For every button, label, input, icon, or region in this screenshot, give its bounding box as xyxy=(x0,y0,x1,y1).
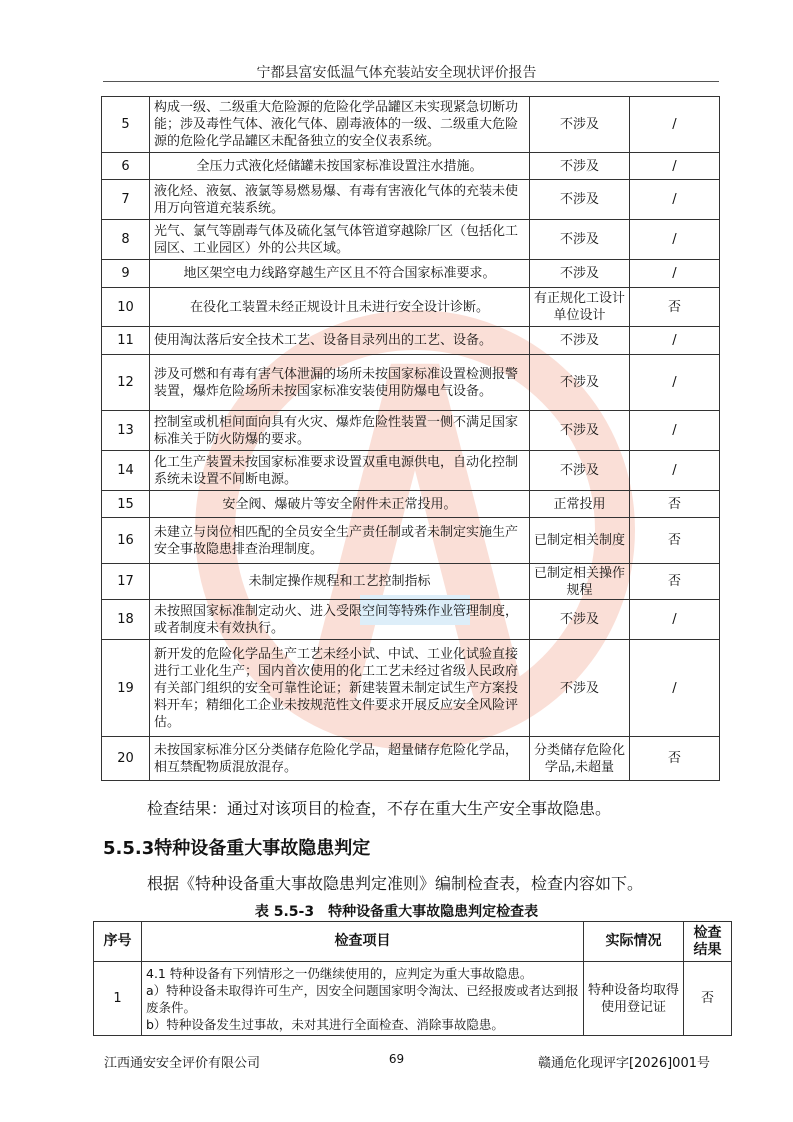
table-row xyxy=(102,518,720,564)
row-number: 7 xyxy=(102,180,150,220)
table-row xyxy=(102,411,720,451)
actual-status: 不涉及 xyxy=(530,600,630,640)
table-row xyxy=(102,564,720,600)
section-heading: 5.5.3特种设备重大事故隐患判定 xyxy=(103,838,371,859)
row-number: 15 xyxy=(102,491,150,518)
check-item: 光气、氯气等剧毒气体及硫化氢气体管道穿越除厂区（包括化工园区、工业园区）外的公共区域。 xyxy=(150,220,530,260)
row-number: 14 xyxy=(102,451,150,491)
actual-status: 不涉及 xyxy=(530,153,630,180)
check-result: / xyxy=(630,153,720,180)
table-caption: 表 5.5-3 特种设备重大事故隐患判定检查表 xyxy=(254,904,539,920)
table-row xyxy=(102,288,720,327)
check-item: 构成一级、二级重大危险源的危险化学品罐区未实现紧急切断功能；涉及毒性气体、液化气体、剧毒液体的一级、二级重大危险源的危险化学品罐区未配备独立的安全仪表系统。 xyxy=(150,97,530,153)
table-row xyxy=(102,153,720,180)
check-result: 否 xyxy=(630,288,720,327)
check-item: 安全阀、爆破片等安全附件未正常投用。 xyxy=(150,491,530,518)
row-number: 6 xyxy=(102,153,150,180)
check-result: / xyxy=(630,451,720,491)
table-row xyxy=(102,260,720,288)
hazard-check-table xyxy=(101,96,720,781)
actual-status: 不涉及 xyxy=(530,180,630,220)
row-number: 11 xyxy=(102,327,150,355)
check-item: 控制室或机柜间面向具有火灾、爆炸危险性装置一侧不满足国家标准关于防火防爆的要求。 xyxy=(150,411,530,451)
table-row xyxy=(102,737,720,781)
table-row xyxy=(102,600,720,640)
table-row xyxy=(102,180,720,220)
actual-status: 不涉及 xyxy=(530,640,630,737)
table-header-row xyxy=(94,922,732,962)
check-result: / xyxy=(630,260,720,288)
row-number: 19 xyxy=(102,640,150,737)
check-result: / xyxy=(630,600,720,640)
actual-status: 分类储存危险化学品,未超量 xyxy=(530,737,630,781)
actual-status: 不涉及 xyxy=(530,97,630,153)
table-row xyxy=(102,640,720,737)
row-number: 17 xyxy=(102,564,150,600)
check-result: 否 xyxy=(630,564,720,600)
page-header-title: 宁都县富安低温气体充装站安全现状评价报告 xyxy=(256,65,537,81)
check-result: 否 xyxy=(630,491,720,518)
table-row xyxy=(102,220,720,260)
check-result: / xyxy=(630,355,720,411)
footer-report-number: 赣通危化现评字[2026]001号 xyxy=(537,1056,710,1071)
actual-status: 特种设备均取得使用登记证 xyxy=(584,962,684,1036)
header-item: 检查项目 xyxy=(142,922,584,962)
check-result: / xyxy=(630,640,720,737)
row-number: 20 xyxy=(102,737,150,781)
check-result: / xyxy=(630,411,720,451)
actual-status: 正常投用 xyxy=(530,491,630,518)
row-number: 12 xyxy=(102,355,150,411)
actual-status: 不涉及 xyxy=(530,260,630,288)
check-item-line: a）特种设备未取得许可生产，因安全问题国家明令淘汰、已经报废或者达到报废条件。 xyxy=(146,982,579,1015)
table-row xyxy=(102,97,720,153)
special-equipment-check-table xyxy=(93,921,732,1036)
header-result: 检查结果 xyxy=(684,922,732,962)
check-result: / xyxy=(630,220,720,260)
check-result: / xyxy=(630,180,720,220)
check-item-line: 4.1 特种设备有下列情形之一仍继续使用的，应判定为重大事故隐患。 xyxy=(146,965,533,981)
actual-status: 不涉及 xyxy=(530,411,630,451)
check-item: 化工生产装置未按国家标准要求设置双重电源供电，自动化控制系统未设置不间断电源。 xyxy=(150,451,530,491)
table-row xyxy=(102,491,720,518)
check-item: 在役化工装置未经正规设计且未进行安全设计诊断。 xyxy=(150,288,530,327)
table-row xyxy=(102,355,720,411)
row-number: 5 xyxy=(102,97,150,153)
check-item: 液化烃、液氨、液氯等易燃易爆、有毒有害液化气体的充装未使用万向管道充装系统。 xyxy=(150,180,530,220)
row-number: 16 xyxy=(102,518,150,564)
check-result: / xyxy=(630,327,720,355)
row-number: 1 xyxy=(94,962,142,1036)
check-item-line: b）特种设备发生过事故，未对其进行全面检查、消除事故隐患。 xyxy=(146,1016,504,1032)
row-number: 18 xyxy=(102,600,150,640)
table-row xyxy=(94,962,732,1036)
check-item: 未建立与岗位相匹配的全员安全生产责任制或者未制定实施生产安全事故隐患排查治理制度。 xyxy=(150,518,530,564)
header-no: 序号 xyxy=(94,922,142,962)
check-item: 使用淘汰落后安全技术工艺、设备目录列出的工艺、设备。 xyxy=(150,327,530,355)
check-item xyxy=(142,962,584,1036)
actual-status: 不涉及 xyxy=(530,451,630,491)
row-number: 10 xyxy=(102,288,150,327)
header-divider xyxy=(103,81,719,82)
check-item: 地区架空电力线路穿越生产区且不符合国家标准要求。 xyxy=(150,260,530,288)
row-number: 9 xyxy=(102,260,150,288)
actual-status: 不涉及 xyxy=(530,355,630,411)
check-result: / xyxy=(630,97,720,153)
check-item: 新开发的危险化学品生产工艺未经小试、中试、工业化试验直接进行工业化生产；国内首次使用的化工工艺未经过省级人民政府有关部门组织的安全可靠性论证；新建装置未制定试生产方案投料开车；精细化工企业未按规范性文件要求开展反应安全风险评估。 xyxy=(150,640,530,737)
check-item: 未制定操作规程和工艺控制指标 xyxy=(150,564,530,600)
check-item: 未按国家标准分区分类储存危险化学品，超量储存危险化学品，相互禁配物质混放混存。 xyxy=(150,737,530,781)
check-result: 否 xyxy=(630,737,720,781)
actual-status: 不涉及 xyxy=(530,327,630,355)
check-result: 否 xyxy=(630,518,720,564)
actual-status: 不涉及 xyxy=(530,220,630,260)
table-row xyxy=(102,451,720,491)
table-row xyxy=(102,327,720,355)
check-item: 未按照国家标准制定动火、进入受限空间等特殊作业管理制度，或者制度未有效执行。 xyxy=(150,600,530,640)
actual-status: 有正规化工设计单位设计 xyxy=(530,288,630,327)
check-result: 否 xyxy=(684,962,732,1036)
check-item: 涉及可燃和有毒有害气体泄漏的场所未按国家标准设置检测报警装置，爆炸危险场所未按国家标准安装使用防爆电气设备。 xyxy=(150,355,530,411)
page-number: 69 xyxy=(388,1052,405,1066)
row-number: 13 xyxy=(102,411,150,451)
check-item: 全压力式液化烃储罐未按国家标准设置注水措施。 xyxy=(150,153,530,180)
header-status: 实际情况 xyxy=(584,922,684,962)
check-result-text: 检查结果：通过对该项目的检查，不存在重大生产安全事故隐患。 xyxy=(147,799,612,818)
actual-status: 已制定相关操作规程 xyxy=(530,564,630,600)
footer-company: 江西通安安全评价有限公司 xyxy=(104,1056,261,1071)
actual-status: 已制定相关制度 xyxy=(530,518,630,564)
row-number: 8 xyxy=(102,220,150,260)
section-intro: 根据《特种设备重大事故隐患判定准则》编制检查表，检查内容如下。 xyxy=(147,874,644,893)
